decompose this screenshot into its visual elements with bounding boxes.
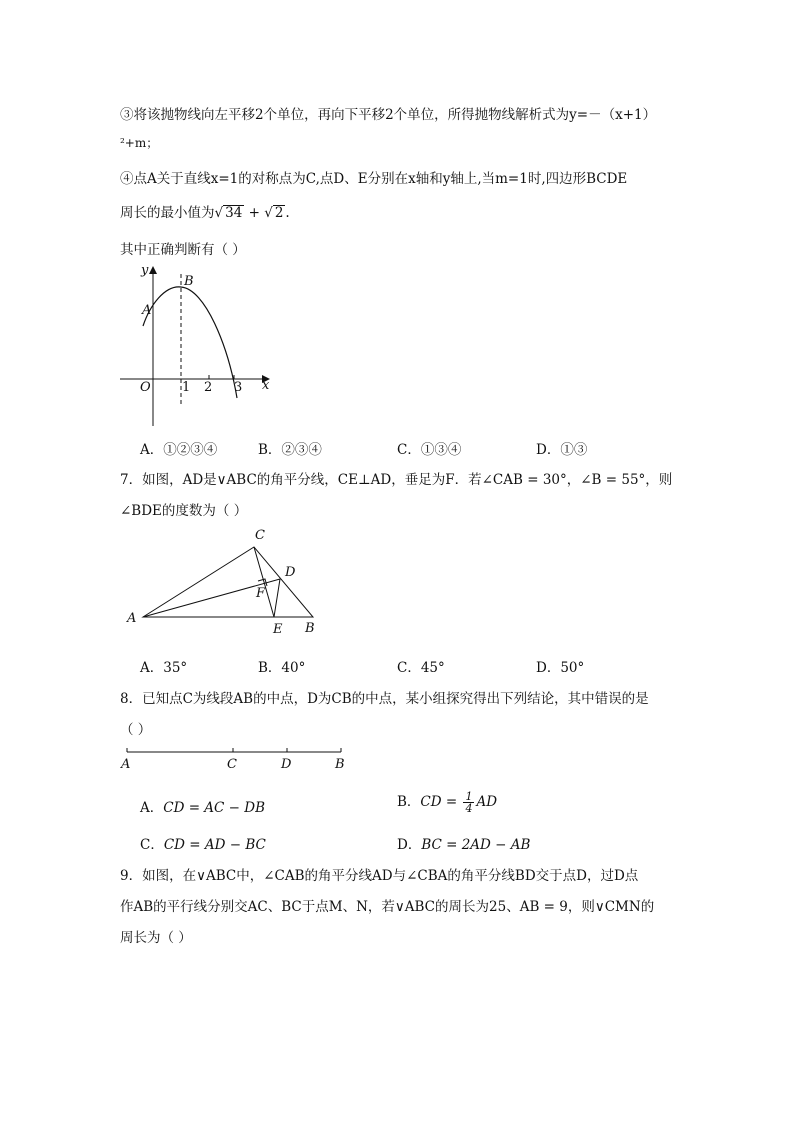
label-A: A — [142, 303, 152, 318]
fraction-numerator: 1 — [465, 790, 473, 803]
choice-text: BC = 2AD − AB — [421, 837, 531, 853]
choice-text-suffix: AD — [476, 794, 498, 810]
q8-label-C: C — [227, 757, 237, 772]
tick-label-3: 3 — [234, 380, 243, 395]
q6-period: . — [285, 205, 290, 221]
q6-plus: + — [244, 205, 265, 221]
choice-letter: C． — [397, 442, 421, 458]
choice-text: ①②③④ — [163, 442, 218, 458]
choice-letter: B． — [258, 442, 282, 458]
q6-item3-line1: ③将该抛物线向左平移2个单位，再向下平移2个单位，所得抛物线解析式为y=－（x+1） — [120, 107, 657, 123]
q8-choice-a[interactable] — [140, 796, 265, 816]
q7-label-A: A — [127, 611, 137, 626]
fraction-denominator: 4 — [465, 802, 473, 815]
choice-text: ①③ — [560, 442, 588, 458]
q7-line1: 7．如图，AD是∨ABC的角平分线，CE⊥AD，垂足为F．若∠CAB = 30°，∠B = 55°，则 — [120, 472, 673, 488]
choice-text: CD = — [420, 794, 462, 810]
label-B: B — [184, 274, 194, 289]
q6-sqrt-2: 2 — [274, 205, 284, 221]
choice-text: CD = AD − BC — [163, 837, 266, 853]
q8-label-B: B — [335, 757, 345, 772]
q8-choice-b[interactable] — [397, 790, 497, 814]
choice-text: ②③④ — [281, 442, 322, 458]
q7-label-D: D — [285, 565, 296, 580]
choice-text: 40° — [281, 660, 306, 676]
tick-label-2: 2 — [204, 380, 213, 395]
choice-letter: A． — [140, 660, 164, 676]
q7-label-B: B — [305, 621, 315, 636]
choice-letter: B． — [397, 794, 421, 810]
q8-label-D: D — [281, 757, 292, 772]
q6-question: 其中正确判断有（ ） — [120, 242, 246, 258]
q8-label-A: A — [121, 757, 131, 772]
q6-item4-line2: 周长的最小值为√ 34 + √ 2 . — [120, 205, 290, 221]
choice-letter: A． — [140, 800, 164, 816]
q9-line2: 作AB的平行线分别交AC、BC于点M、N，若∨ABC的周长为25、AB = 9，则∨CMN的 — [120, 899, 655, 915]
choice-letter: B． — [258, 660, 282, 676]
q8-choice-d[interactable] — [397, 833, 530, 853]
choice-text: CD = AC − DB — [163, 800, 266, 816]
q7-label-E: E — [273, 622, 283, 637]
label-O: O — [140, 380, 151, 395]
choice-letter: D． — [536, 660, 561, 676]
q7-label-F: F — [256, 586, 266, 601]
choice-text: 50° — [560, 660, 585, 676]
q9-line3: 周长为（ ） — [120, 930, 192, 946]
label-y: y — [141, 263, 149, 278]
fraction-one-quarter — [463, 791, 474, 814]
choice-letter: A． — [140, 442, 164, 458]
choice-letter: D． — [536, 442, 561, 458]
choice-letter: C． — [397, 660, 421, 676]
q6-item4-line1: ④点A关于直线x=1的对称点为C,点D、E分别在x轴和y轴上,当m=1时,四边形BCDE — [120, 171, 628, 187]
q6-item4-prefix: 周长的最小值为 — [120, 205, 215, 221]
q9-line1: 9．如图，在∨ABC中，∠CAB的角平分线AD与∠CBA的角平分线BD交于点D，过D点 — [120, 868, 639, 884]
q6-item3-line2: ²+m； — [120, 136, 159, 150]
choice-letter: C． — [140, 837, 164, 853]
q8-line2: （ ） — [120, 722, 152, 738]
choice-text: 35° — [163, 660, 188, 676]
choice-text: 45° — [420, 660, 445, 676]
choice-text: ①③④ — [420, 442, 462, 458]
tick-label-1: 1 — [182, 380, 191, 395]
q8-choice-c[interactable] — [140, 833, 266, 853]
q7-label-C: C — [255, 528, 265, 543]
label-x: x — [262, 378, 270, 393]
q8-line1: 8．已知点C为线段AB的中点，D为CB的中点，某小组探究得出下列结论，其中错误的是 — [120, 691, 649, 707]
q7-line2: ∠BDE的度数为（ ） — [120, 503, 248, 519]
choice-letter: D． — [397, 837, 422, 853]
q6-sqrt-34: 34 — [225, 205, 243, 221]
